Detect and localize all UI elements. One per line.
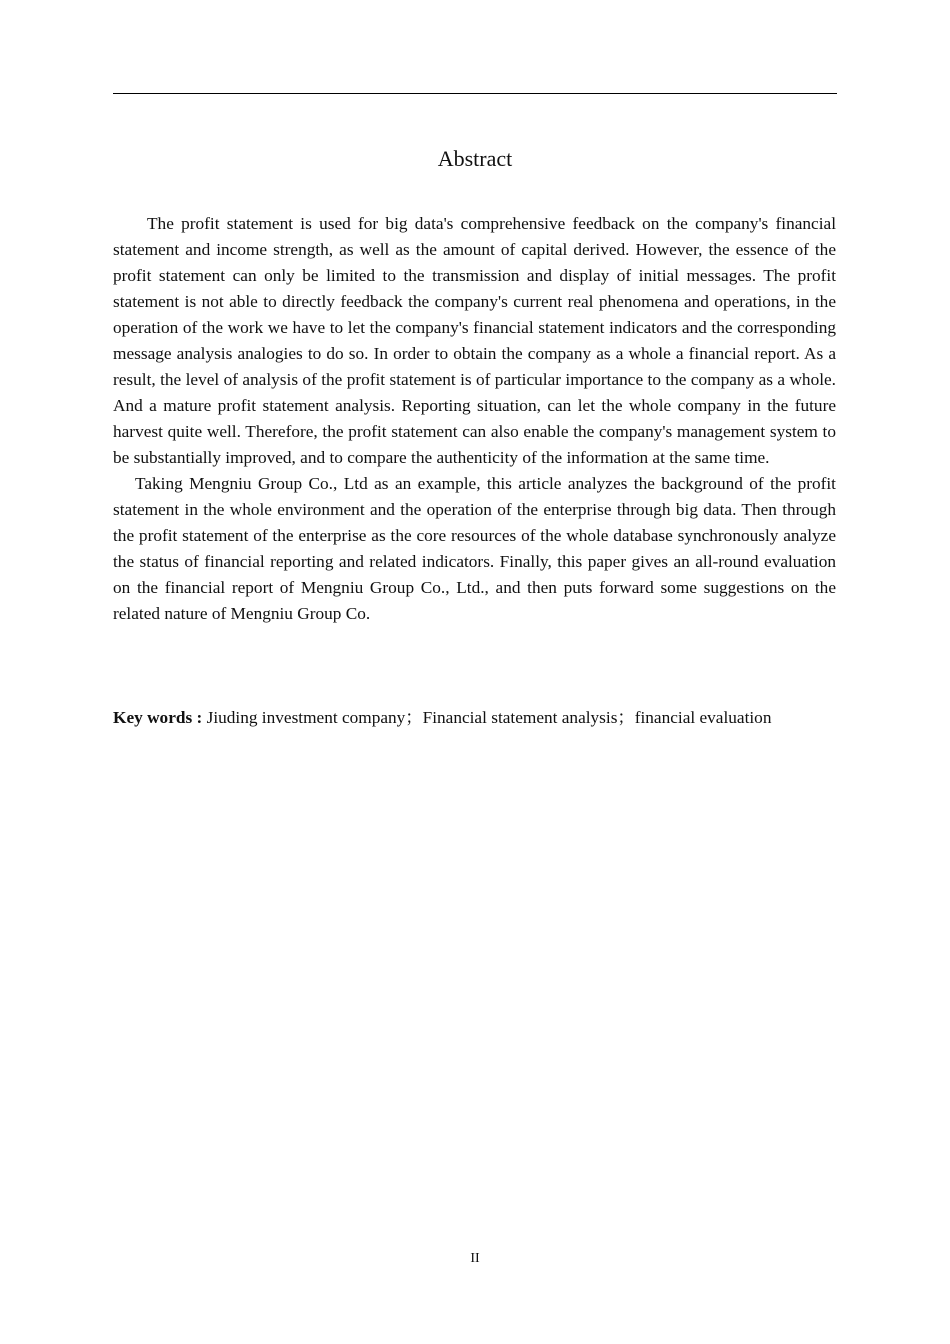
abstract-body <box>113 211 836 627</box>
abstract-paragraph-2: Taking Mengniu Group Co., Ltd as an example, this article analyzes the background of the profit statement in the whole environment and the operation of the enterprise through big data. Then through the profit statement of the enterprise as the core resources of the whole database synchronously analyze the status of financial reporting and related indicators. Finally, this paper gives an all-round evaluation on the financial report of Mengniu Group Co., Ltd., and then puts forward some suggestions on the related nature of Mengniu Group Co. <box>113 474 836 623</box>
header-rule <box>113 93 837 94</box>
page-number: II <box>470 1251 480 1266</box>
keywords-line <box>113 705 853 731</box>
keywords-label: Key words : <box>113 708 203 727</box>
abstract-title: Abstract <box>437 146 513 171</box>
keywords-text: Jiuding investment company；Financial statement analysis；financial evaluation <box>202 708 772 727</box>
abstract-paragraph-1: The profit statement is used for big data's comprehensive feedback on the company's financial statement and income strength, as well as the amount of capital derived. However, the essence of the profit statement can only be limited to the transmission and display of initial messages. The profit statement is not able to directly feedback the company's current real phenomena and operations, in the operation of the work we have to let the company's financial statement indicators and the corresponding message analysis analogies to do so. In order to obtain the company as a whole a financial report. As a result, the level of analysis of the profit statement is of particular importance to the company as a whole. And a mature profit statement analysis. Reporting situation, can let the whole company in the future harvest quite well. Therefore, the profit statement can also enable the company's management system to be substantially improved, and to compare the authenticity of the information at the same time. <box>113 214 836 467</box>
